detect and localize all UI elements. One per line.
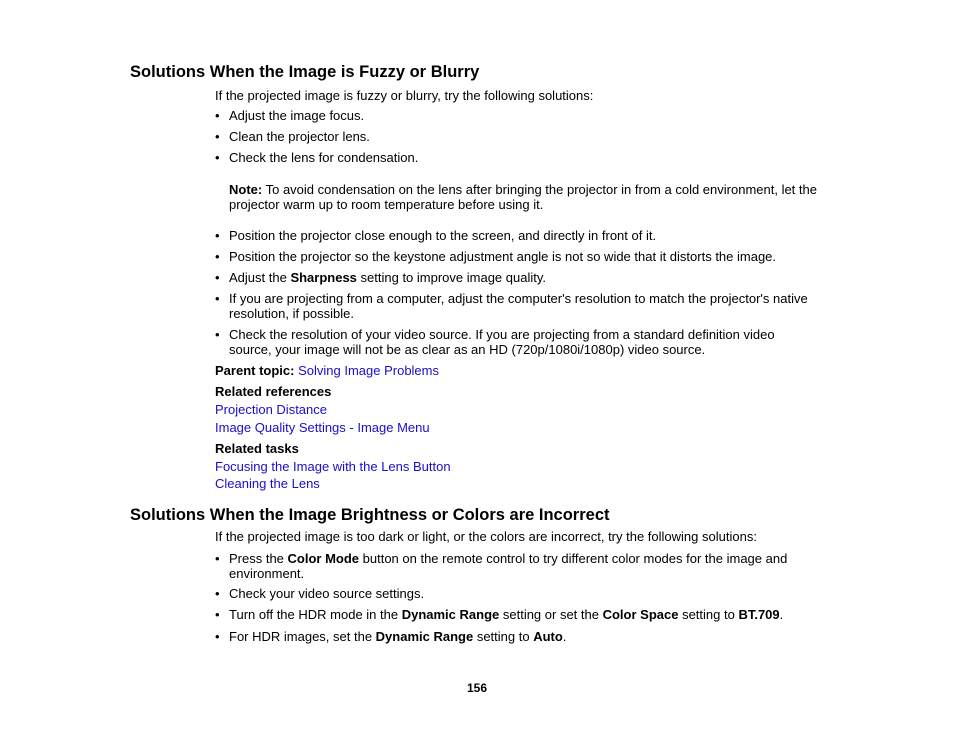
note-text-continued: projector warm up to room temperature before using it. <box>229 197 544 212</box>
list-item-line: environment. <box>229 566 305 581</box>
list-item <box>229 291 829 321</box>
parent-topic <box>215 363 439 378</box>
bullet-marker: • <box>215 270 220 285</box>
list-item-line: Check the resolution of your video source. If you are projecting from a standard definition video <box>229 327 775 342</box>
bullet-marker: • <box>215 327 220 342</box>
list-item: Check the lens for condensation. <box>229 150 419 165</box>
list-item-text: setting to <box>678 607 739 622</box>
setting-value: BT.709 <box>738 607 780 622</box>
setting-name: Dynamic Range <box>401 607 500 622</box>
setting-name: Dynamic Range <box>375 629 474 644</box>
list-item <box>229 629 829 644</box>
section-intro: If the projected image is fuzzy or blurry, try the following solutions: <box>215 88 594 103</box>
related-tasks-heading: Related tasks <box>215 441 299 456</box>
list-item-text: button on the remote control to try different color modes for the image and <box>359 551 788 566</box>
list-item: Adjust the image focus. <box>229 108 365 123</box>
list-item-text: For HDR images, set the <box>229 629 376 644</box>
list-item: Clean the projector lens. <box>229 129 370 144</box>
bullet-marker: • <box>215 108 220 123</box>
list-item <box>229 327 829 357</box>
bullet-marker: • <box>215 228 220 243</box>
list-item <box>229 551 829 581</box>
note-label: Note: <box>229 182 263 197</box>
bullet-marker: • <box>215 586 220 601</box>
bullet-marker: • <box>215 129 220 144</box>
setting-name: Color Space <box>602 607 679 622</box>
bullet-marker: • <box>215 249 220 264</box>
bullet-marker: • <box>215 150 220 165</box>
related-reference-link[interactable]: Projection Distance <box>215 402 327 417</box>
bullet-marker: • <box>215 551 220 566</box>
section-intro: If the projected image is too dark or light, or the colors are incorrect, try the following solutions: <box>215 529 757 544</box>
list-item-text: . <box>779 607 784 622</box>
list-item-text: Press the <box>229 551 288 566</box>
related-references-heading: Related references <box>215 384 332 399</box>
list-item: Position the projector so the keystone adjustment angle is not so wide that it distorts the image. <box>229 249 777 264</box>
list-item-text: . <box>562 629 567 644</box>
list-item <box>229 607 829 622</box>
list-item-text: Turn off the HDR mode in the <box>229 607 402 622</box>
list-item-line: If you are projecting from a computer, adjust the computer's resolution to match the projector's native <box>229 291 808 306</box>
note-text: To avoid condensation on the lens after bringing the projector in from a cold environment, let the <box>262 182 817 197</box>
list-item <box>229 270 829 285</box>
parent-topic-label: Parent topic: <box>215 363 295 378</box>
list-item: Check your video source settings. <box>229 586 425 601</box>
parent-topic-link[interactable]: Solving Image Problems <box>298 363 439 378</box>
list-item: Position the projector close enough to the screen, and directly in front of it. <box>229 228 657 243</box>
section-heading-fuzzy: Solutions When the Image is Fuzzy or Blurry <box>130 63 480 81</box>
setting-name: Sharpness <box>290 270 357 285</box>
bullet-marker: • <box>215 607 220 622</box>
list-item-line: source, your image will not be as clear as an HD (720p/1080i/1080p) video source. <box>229 342 706 357</box>
list-item-text: setting to <box>473 629 534 644</box>
note-block <box>229 182 849 212</box>
related-task-link[interactable]: Cleaning the Lens <box>215 476 320 491</box>
list-item-text: setting to improve image quality. <box>356 270 546 285</box>
list-item-line: resolution, if possible. <box>229 306 355 321</box>
button-name: Color Mode <box>287 551 360 566</box>
related-reference-link[interactable]: Image Quality Settings - Image Menu <box>215 420 430 435</box>
section-heading-brightness: Solutions When the Image Brightness or Colors are Incorrect <box>130 506 610 524</box>
bullet-marker: • <box>215 629 220 644</box>
page-number: 156 <box>466 681 488 695</box>
list-item-text: setting or set the <box>499 607 603 622</box>
list-item-text: Adjust the <box>229 270 291 285</box>
setting-value: Auto <box>533 629 563 644</box>
bullet-marker: • <box>215 291 220 306</box>
related-task-link[interactable]: Focusing the Image with the Lens Button <box>215 459 451 474</box>
